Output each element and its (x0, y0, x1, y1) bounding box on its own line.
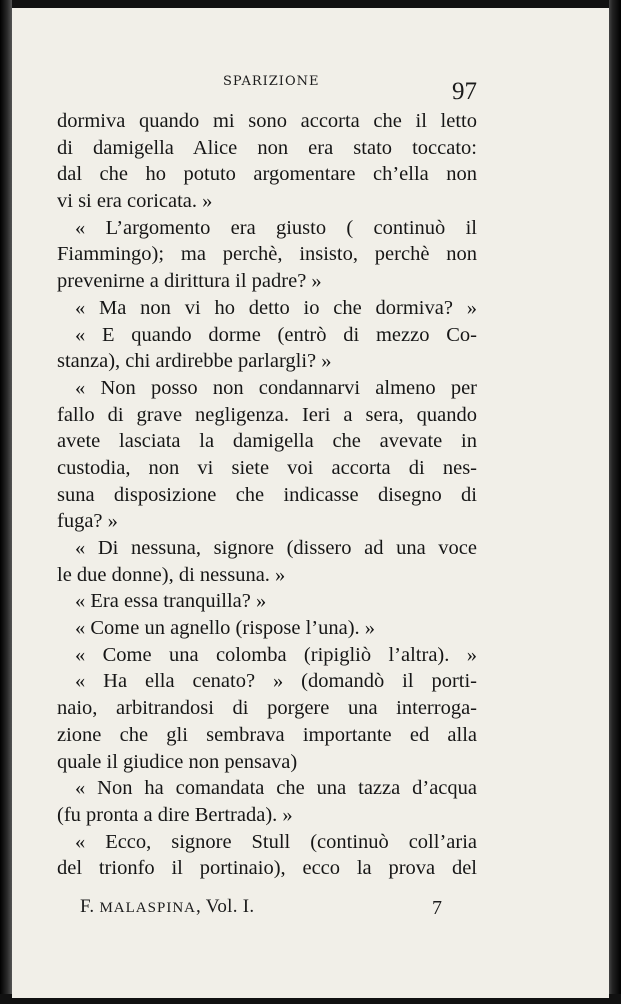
text-line: stanza), chi ardirebbe parlargli? » (57, 350, 332, 373)
text-line: del trionfo il portinaio), ecco la prova del (57, 857, 477, 880)
text-line: naio, arbitrandosi di porgere una interroga- (57, 697, 477, 720)
text-line: « E quando dorme (entrò di mezzo Co- (75, 323, 477, 346)
body-text (57, 108, 477, 882)
text-line: (fu pronta a dire Bertrada). » (57, 803, 293, 826)
text-line: « Non ha comandata che una tazza d’acqua (75, 777, 477, 800)
text-line: « L’argomento era giusto ( continuò il (75, 216, 477, 239)
volume-label: , Vol. I. (195, 896, 255, 917)
text-line: di damigella Alice non era stato toccato: (57, 136, 477, 159)
text-line: « Come un agnello (rispose l’una). » (75, 617, 376, 640)
text-line: « Ecco, signore Stull (continuò coll’aria (75, 830, 477, 853)
text-line: suna disposizione che indicasse disegno di (57, 483, 477, 506)
author-name: MALASPINA (99, 900, 196, 916)
text-line: « Ha ella cenato? » (domandò il porti- (75, 670, 477, 693)
text-line: dormiva quando mi sono accorta che il letto (57, 110, 477, 132)
text-line: « Di nessuna, signore (dissero ad una voce (75, 537, 477, 559)
text-line: « Non posso non condannarvi almeno per (75, 376, 477, 399)
text-line: « Come una colomba (ripigliò l’altra). » (75, 643, 477, 666)
page-number: 97 (452, 78, 477, 105)
author-initial: F. (80, 896, 95, 917)
text-line: custodia, non vi siete voi accorta di nes- (57, 456, 477, 479)
text-line: fuga? » (57, 510, 118, 533)
running-title: SPARIZIONE (223, 74, 320, 89)
text-line: prevenirne a dirittura il padre? » (57, 270, 322, 293)
text-line: fallo di grave negligenza. Ieri a sera, quando (57, 403, 477, 426)
book-page (12, 8, 609, 998)
signature-mark: 7 (432, 897, 442, 919)
scan-border-right (609, 0, 621, 1004)
text-line: Fiammingo); ma perchè, insisto, perchè non (57, 243, 477, 266)
text-line: vi si era coricata. » (57, 190, 213, 213)
text-line: avete lasciata la damigella che avevate in (57, 430, 477, 453)
text-line: quale il giudice non pensava) (57, 750, 298, 773)
text-line: dal che ho potuto argomentare ch’ella non (57, 163, 477, 186)
scan-border-top (0, 0, 621, 8)
text-line: le due donne), di nessuna. » (57, 563, 286, 586)
text-line: zione che gli sembrava importante ed alla (57, 723, 477, 746)
footer-author-volume (80, 896, 254, 918)
text-line: « Ma non vi ho detto io che dormiva? » (75, 296, 477, 319)
text-line: « Era essa tranquilla? » (75, 590, 267, 613)
scan-border-left (0, 0, 12, 1004)
